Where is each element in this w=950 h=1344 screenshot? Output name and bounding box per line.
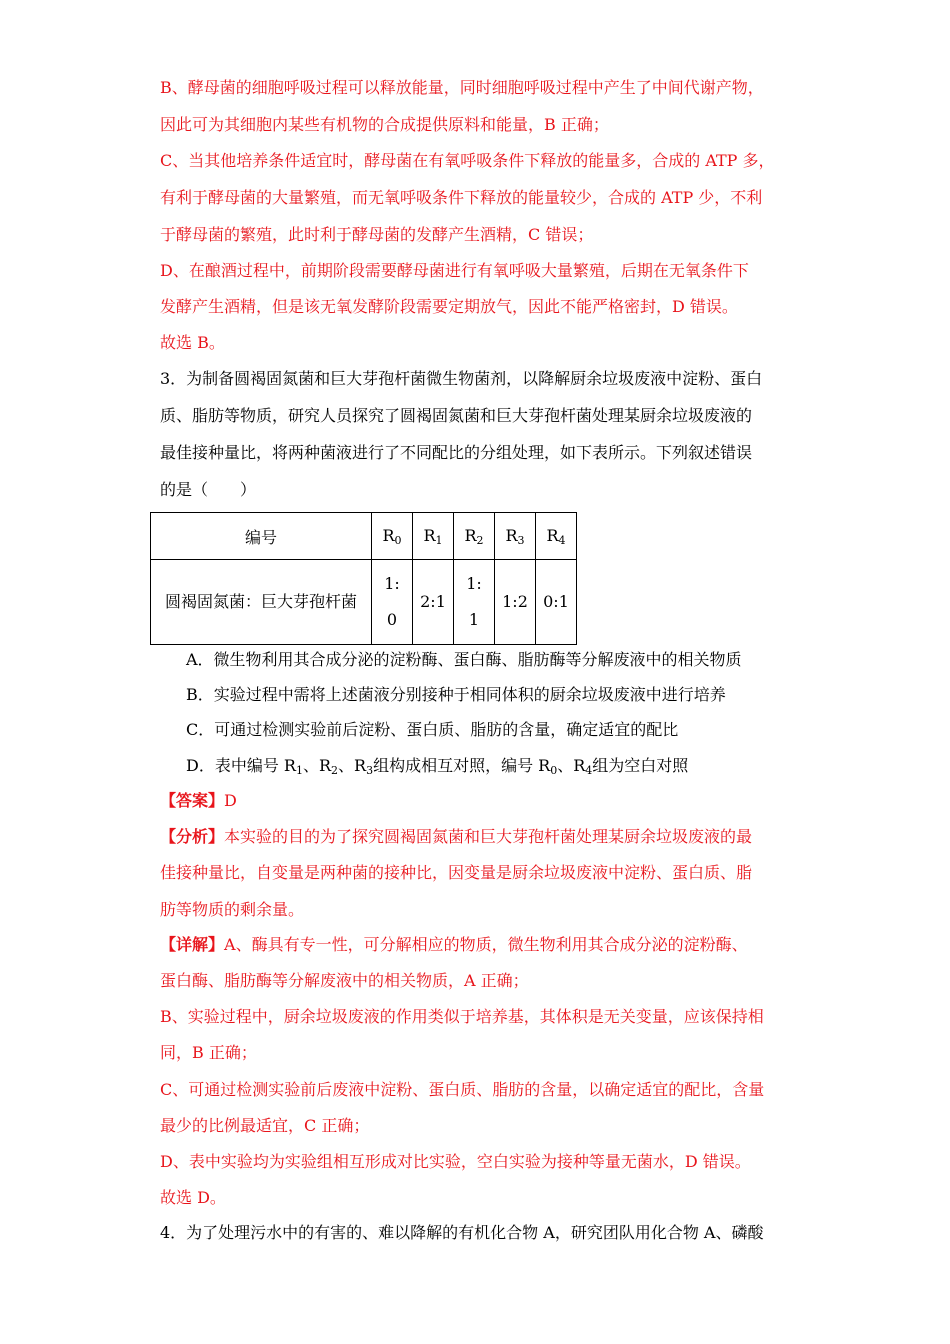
q3-detail-b-line1: B、实验过程中，厨余垃圾废液的作用类似于培养基，其体积是无关变量，应该保持相 [160, 1007, 764, 1026]
q3-stem-line3: 最佳接种量比，将两种菌液进行了不同配比的分组处理，如下表所示。下列叙述错误 [160, 443, 753, 462]
explanation-c-line3: 于酵母菌的繁殖，此时利于酵母菌的发酵产生酒精，C 错误； [160, 225, 594, 244]
table-header-r2: $R_2$ [454, 513, 495, 560]
table-row-label: 圆褐固氮菌：巨大芽孢杆菌 [151, 560, 372, 645]
q3-detail-a-line2: 蛋白酶、脂肪酶等分解废液中的相关物质，A 正确； [160, 971, 529, 990]
q3-detail-d-line1: D、表中实验均为实验组相互形成对比实验，空白实验为接种等量无菌水，D 错误。 [160, 1152, 751, 1171]
ratio-table [150, 512, 577, 645]
table-cell-r4: 0:1 [536, 560, 577, 645]
table-cell-r1: 2:1 [413, 560, 454, 645]
table-header-r3: $R_3$ [495, 513, 536, 560]
q3-option-b: B．实验过程中需将上述菌液分别接种于相同体积的厨余垃圾废液中进行培养 [186, 685, 726, 704]
explanation-choice: 故选 B。 [160, 333, 225, 352]
explanation-c-line1: C、当其他培养条件适宜时，酵母菌在有氧呼吸条件下释放的能量多，合成的 ATP 多， [160, 151, 775, 170]
q3-analysis-line2: 佳接种量比，自变量是两种菌的接种比，因变量是厨余垃圾废液中淀粉、蛋白质、脂 [160, 863, 753, 882]
q3-stem-line2: 质、脂肪等物质，研究人员探究了圆褐固氮菌和巨大芽孢杆菌处理某厨余垃圾废液的 [160, 406, 753, 425]
table-header-r4: $R_4$ [536, 513, 577, 560]
explanation-d-line1: D、在酿酒过程中，前期阶段需要酵母菌进行有氧呼吸大量繁殖，后期在无氧条件下 [160, 261, 749, 280]
explanation-c-line2: 有利于酵母菌的大量繁殖，而无氧呼吸条件下释放的能量较少，合成的 ATP 少，不利 [160, 188, 763, 207]
explanation-b-line2: 因此可为其细胞内某些有机物的合成提供原料和能量，B 正确； [160, 115, 609, 134]
table-header-r1: $R_1$ [413, 513, 454, 560]
q3-option-d: D．表中编号 $R_1$、$R_2$、$R_3$组构成相互对照，编号 $R_0$、$R_4$组为空白对照 [186, 756, 689, 777]
table-ratio-row [151, 560, 577, 645]
q3-choice: 故选 D。 [160, 1188, 226, 1207]
table-cell-r2: 1: 1 [454, 560, 495, 645]
q3-analysis-line3: 肪等物质的剩余量。 [160, 900, 305, 919]
q3-stem-line1: 3．为制备圆褐固氮菌和巨大芽孢杆菌微生物菌剂，以降解厨余垃圾废液中淀粉、蛋白 [160, 369, 763, 388]
q3-analysis-line1: 【分析】本实验的目的为了探究圆褐固氮菌和巨大芽孢杆菌处理某厨余垃圾废液的最 [160, 827, 753, 846]
explanation-d-line2: 发酵产生酒精，但是该无氧发酵阶段需要定期放气，因此不能严格密封，D 错误。 [160, 297, 738, 316]
q3-option-a: A．微生物利用其合成分泌的淀粉酶、蛋白酶、脂肪酶等分解废液中的相关物质 [186, 650, 742, 669]
table-cell-r0: 1: 0 [372, 560, 413, 645]
q3-detail-b-line2: 同，B 正确； [160, 1043, 257, 1062]
q3-detail-a-line1: 【详解】A、酶具有专一性，可分解相应的物质，微生物利用其合成分泌的淀粉酶、 [160, 935, 748, 954]
table-header-row [151, 513, 577, 560]
q4-stem-line1: 4．为了处理污水中的有害的、难以降解的有机化合物 A，研究团队用化合物 A、磷酸 [160, 1223, 764, 1242]
q3-detail-c-line2: 最少的比例最适宜，C 正确； [160, 1116, 370, 1135]
q3-option-c: C．可通过检测实验前后淀粉、蛋白质、脂肪的含量，确定适宜的配比 [186, 720, 679, 739]
table-cell-r3: 1:2 [495, 560, 536, 645]
table-header-label: 编号 [151, 513, 372, 560]
q3-detail-c-line1: C、可通过检测实验前后废液中淀粉、蛋白质、脂肪的含量，以确定适宜的配比，含量 [160, 1080, 765, 1099]
explanation-b-line1: B、酵母菌的细胞呼吸过程可以释放能量，同时细胞呼吸过程中产生了中间代谢产物， [160, 78, 764, 97]
q3-answer: 【答案】D [160, 791, 237, 810]
table-header-r0: $R_0$ [372, 513, 413, 560]
q3-stem-line4: 的是（ ） [160, 480, 257, 499]
